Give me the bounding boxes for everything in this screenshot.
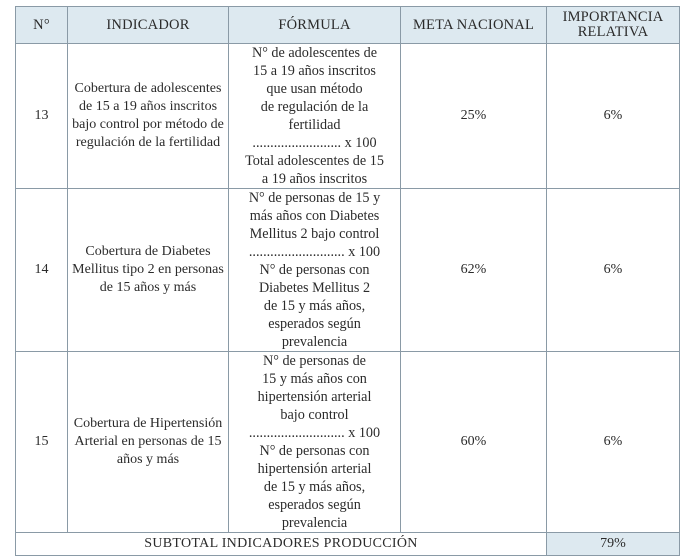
subtotal-row [16,533,680,556]
formula-line: esperados según [268,316,361,332]
formula-line: N° de personas de [263,353,366,369]
header-importancia-relativa: IMPORTANCIA RELATIVA [547,7,680,44]
indicator-name: Cobertura de Diabetes Mellitus tipo 2 en personas de 15 años y más [68,189,229,352]
formula-line: ........................... x 100 [248,244,381,260]
formula-line: N° de personas con [259,443,370,459]
formula-line: de 15 y más años, [263,298,366,314]
header-row [16,7,680,44]
formula-line: fertilidad [288,117,341,133]
formula-line: de regulación de la [260,99,369,115]
formula-line: Diabetes Mellitus 2 [258,280,371,296]
formula-line: a 19 años inscritos [261,171,368,187]
formula-line: ........................... x 100 [248,425,381,441]
formula-line: prevalencia [281,334,348,350]
subtotal-label: SUBTOTAL INDICADORES PRODUCCIÓN [16,533,547,556]
table-row [16,189,680,352]
importancia-relativa-value: 6% [547,44,680,189]
formula-line: ......................... x 100 [252,135,377,151]
row-number: 15 [16,352,68,533]
formula-line: esperados según [268,497,361,513]
importancia-relativa-value: 6% [547,352,680,533]
indicator-name: Cobertura de Hipertensión Arterial en personas de 15 años y más [68,352,229,533]
formula-line: Total adolescentes de 15 [245,153,384,169]
formula-line: de 15 y más años, [263,479,366,495]
formula-line: 15 a 19 años inscritos [253,63,376,79]
indicator-name: Cobertura de adolescentes de 15 a 19 años inscritos bajo control por método de regulación de la fertilidad [68,44,229,189]
formula-line: hipertensión arterial [257,461,372,477]
meta-nacional-value: 60% [401,352,547,533]
meta-nacional-value: 25% [401,44,547,189]
formula-cell [229,189,401,352]
formula-line: prevalencia [281,515,348,531]
table-row [16,352,680,533]
formula-line: 15 y más años con [262,371,367,387]
subtotal-value: 79% [547,533,680,556]
table-row [16,44,680,189]
formula-cell [229,352,401,533]
header-n: N° [16,7,68,44]
header-meta-nacional: META NACIONAL [401,7,547,44]
formula-cell [229,44,401,189]
formula-line: bajo control [280,407,349,423]
row-number: 14 [16,189,68,352]
header-formula: FÓRMULA [229,7,401,44]
formula-line: más años con Diabetes [249,208,380,224]
row-number: 13 [16,44,68,189]
formula-line: que usan método [266,81,363,97]
indicators-table [15,6,680,556]
formula-line: N° de personas con [259,262,370,278]
formula-line: N° de personas de 15 y [248,190,381,206]
meta-nacional-value: 62% [401,189,547,352]
formula-line: hipertensión arterial [257,389,372,405]
formula-line: Mellitus 2 bajo control [249,226,380,242]
formula-line: N° de adolescentes de [251,45,378,61]
header-indicador: INDICADOR [68,7,229,44]
importancia-relativa-value: 6% [547,189,680,352]
